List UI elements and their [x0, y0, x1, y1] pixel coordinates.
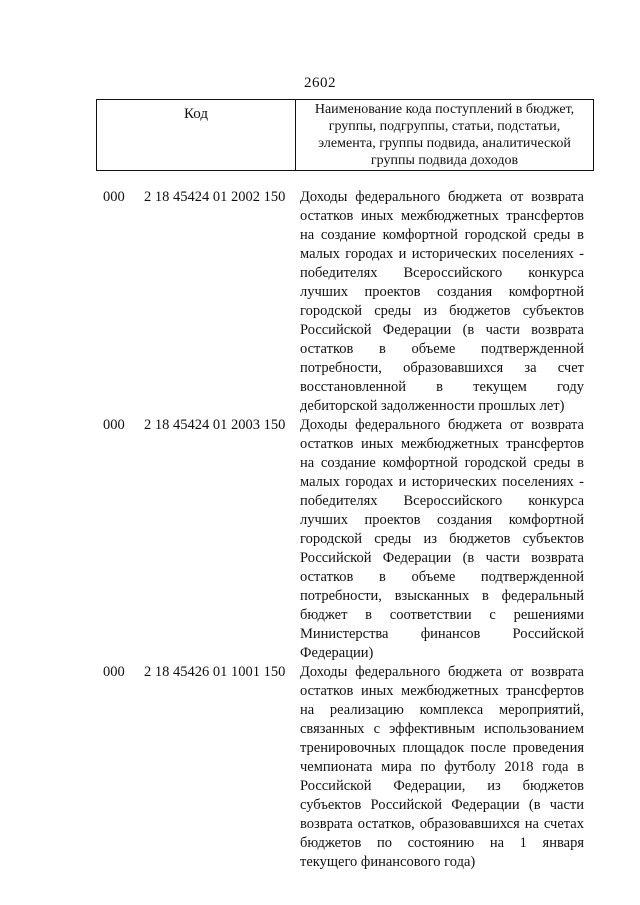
- table-row: [0, 416, 640, 663]
- admin-code: 000: [103, 417, 125, 433]
- income-description: Доходы федерального бюджета от возврата остатков иных межбюджетных трансфертов на реализацию комплекса мероприятий, связанных с эффективным использованием тренировочных площадок после проведения чемпионата мира по футболу 2018 года в Российской Федерации, из бюджетов субъектов Российской Федерации (в части возврата остатков, образовавшихся на счетах бюджетов по состоянию на 1 января текущего финансового года): [300, 664, 584, 870]
- table-header: [96, 99, 594, 171]
- income-code-list: [0, 188, 640, 872]
- income-description: Доходы федерального бюджета от возврата остатков иных межбюджетных трансфертов на создание комфортной городской среды в малых городах и исторических поселениях - победителях Всероссийского конкурса лучших проектов создания комфортной городской среды из бюджетов субъектов Российской Федерации (в части возврата остатков в объеме подтвержденной потребности, взысканных в федеральный бюджет в соответствии с решениями Министерства финансов Российской Федерации): [300, 417, 584, 661]
- income-description: Доходы федерального бюджета от возврата остатков иных межбюджетных трансфертов на создание комфортной городской среды в малых городах и исторических поселениях - победителях Всероссийского конкурса лучших проектов создания комфортной городской среды из бюджетов субъектов Российской Федерации (в части возврата остатков в объеме подтвержденной потребности, образовавшихся за счет восстановленной в текущем году дебиторской задолженности прошлых лет): [300, 189, 584, 414]
- table-row: [0, 663, 640, 872]
- header-code-label: Код: [97, 100, 296, 170]
- page-number: 2602: [304, 75, 336, 91]
- income-code: 2 18 45424 01 2002 150: [144, 189, 286, 205]
- admin-code: 000: [103, 664, 125, 680]
- header-name-label: Наименование кода поступлений в бюджет, группы, подгруппы, статьи, подстатьи, элемента, группы подвида, аналитической группы подвида доходов: [314, 102, 575, 168]
- income-code: 2 18 45424 01 2003 150: [144, 417, 286, 433]
- income-code: 2 18 45426 01 1001 150: [144, 664, 286, 680]
- admin-code: 000: [103, 189, 125, 205]
- table-row: [0, 188, 640, 416]
